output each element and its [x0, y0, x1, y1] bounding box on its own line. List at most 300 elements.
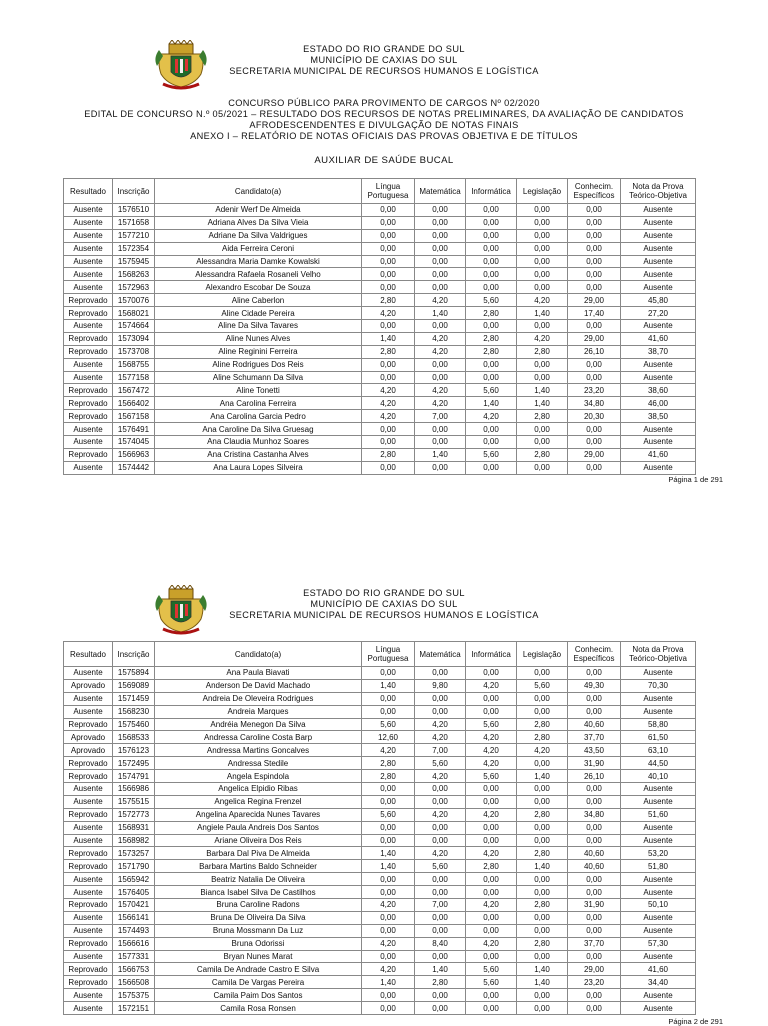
cell-informatica: 0,00 — [466, 371, 517, 384]
cell-matematica: 7,00 — [415, 744, 466, 757]
table-row — [64, 873, 696, 886]
cell-legislacao: 2,80 — [517, 448, 568, 461]
col-informatica: Informática — [466, 179, 517, 204]
cell-candidato: Angelina Aparecida Nunes Tavares — [155, 808, 362, 821]
cell-inscricao: 1566986 — [113, 783, 155, 796]
cell-candidato: Bruna De Oliveira Da Silva — [155, 911, 362, 924]
cell-conhecimentos-especificos: 0,00 — [568, 320, 621, 333]
cell-candidato: Aline Cidade Pereira — [155, 307, 362, 320]
table-row — [64, 937, 696, 950]
cell-inscricao: 1566616 — [113, 937, 155, 950]
table-row — [64, 384, 696, 397]
cell-lingua-portuguesa: 2,80 — [362, 757, 415, 770]
cell-lingua-portuguesa: 0,00 — [362, 281, 415, 294]
cell-lingua-portuguesa: 0,00 — [362, 229, 415, 242]
table-row — [64, 204, 696, 217]
cell-conhecimentos-especificos: 43,50 — [568, 744, 621, 757]
cell-resultado: Reprovado — [64, 332, 113, 345]
cell-informatica: 0,00 — [466, 423, 517, 436]
cell-conhecimentos-especificos: 29,00 — [568, 332, 621, 345]
col-nota-prova: Nota da Prova Teórico-Objetiva — [621, 179, 696, 204]
table-row — [64, 345, 696, 358]
cell-candidato: Adenir Werf De Almeida — [155, 204, 362, 217]
cell-legislacao: 1,40 — [517, 397, 568, 410]
cell-resultado: Ausente — [64, 216, 113, 229]
cell-candidato: Bruna Odorissi — [155, 937, 362, 950]
cell-candidato: Ana Laura Lopes Silveira — [155, 461, 362, 474]
cell-inscricao: 1576491 — [113, 423, 155, 436]
cell-nota-prova: Ausente — [621, 216, 696, 229]
cell-legislacao: 1,40 — [517, 976, 568, 989]
cell-candidato: Adriane Da Silva Valdrigues — [155, 229, 362, 242]
cell-resultado: Ausente — [64, 358, 113, 371]
cell-conhecimentos-especificos: 26,10 — [568, 770, 621, 783]
table-header-row — [64, 179, 696, 204]
table-row — [64, 860, 696, 873]
col-resultado: Resultado — [64, 642, 113, 667]
cell-informatica: 5,60 — [466, 384, 517, 397]
cell-inscricao: 1577210 — [113, 229, 155, 242]
cell-lingua-portuguesa: 0,00 — [362, 255, 415, 268]
cell-candidato: Alexandro Escobar De Souza — [155, 281, 362, 294]
col-conhecimentos-especificos: Conhecim. Específicos — [568, 179, 621, 204]
header-municipality: MUNICÍPIO DE CAXIAS DO SUL — [310, 55, 458, 65]
cell-legislacao: 0,00 — [517, 911, 568, 924]
cell-inscricao: 1568533 — [113, 731, 155, 744]
cell-candidato: Aida Ferreira Ceroni — [155, 242, 362, 255]
cell-lingua-portuguesa: 0,00 — [362, 989, 415, 1002]
cell-nota-prova: 41,60 — [621, 448, 696, 461]
cell-resultado: Ausente — [64, 886, 113, 899]
cell-resultado: Ausente — [64, 705, 113, 718]
cell-informatica: 2,80 — [466, 307, 517, 320]
cell-conhecimentos-especificos: 0,00 — [568, 358, 621, 371]
cell-informatica: 5,60 — [466, 294, 517, 307]
col-conhecimentos-especificos: Conhecim. Específicos — [568, 642, 621, 667]
cell-lingua-portuguesa: 2,80 — [362, 345, 415, 358]
document-page-2 — [0, 545, 768, 1024]
cell-lingua-portuguesa: 4,20 — [362, 744, 415, 757]
col-legislacao: Legislação — [517, 179, 568, 204]
institution-header — [0, 44, 768, 77]
table-row — [64, 834, 696, 847]
table-row — [64, 783, 696, 796]
cell-matematica: 7,00 — [415, 410, 466, 423]
cell-candidato: Ana Paula Biavati — [155, 667, 362, 680]
cell-lingua-portuguesa: 0,00 — [362, 924, 415, 937]
cell-legislacao: 0,00 — [517, 255, 568, 268]
cell-lingua-portuguesa: 5,60 — [362, 808, 415, 821]
cell-matematica: 0,00 — [415, 320, 466, 333]
cell-informatica: 0,00 — [466, 692, 517, 705]
cell-informatica: 0,00 — [466, 873, 517, 886]
cell-nota-prova: 51,80 — [621, 860, 696, 873]
table-row — [64, 229, 696, 242]
cell-inscricao: 1576123 — [113, 744, 155, 757]
cell-candidato: Aline Tonetti — [155, 384, 362, 397]
cell-nota-prova: Ausente — [621, 423, 696, 436]
cell-lingua-portuguesa: 0,00 — [362, 834, 415, 847]
cell-informatica: 2,80 — [466, 332, 517, 345]
cell-matematica: 8,40 — [415, 937, 466, 950]
cell-inscricao: 1565942 — [113, 873, 155, 886]
cell-inscricao: 1575515 — [113, 795, 155, 808]
cell-candidato: Andréia Menegon Da Silva — [155, 718, 362, 731]
table-row — [64, 320, 696, 333]
page-number: Página 2 de 291 — [668, 1017, 723, 1026]
cell-resultado: Ausente — [64, 1002, 113, 1015]
cell-inscricao: 1575460 — [113, 718, 155, 731]
cell-resultado: Reprovado — [64, 410, 113, 423]
cell-legislacao: 2,80 — [517, 847, 568, 860]
cell-inscricao: 1572495 — [113, 757, 155, 770]
cell-resultado: Ausente — [64, 242, 113, 255]
cell-inscricao: 1568982 — [113, 834, 155, 847]
cell-conhecimentos-especificos: 0,00 — [568, 692, 621, 705]
cell-legislacao: 0,00 — [517, 423, 568, 436]
cell-conhecimentos-especificos: 0,00 — [568, 924, 621, 937]
cell-informatica: 5,60 — [466, 963, 517, 976]
cell-candidato: Ana Caroline Da Silva Gruesag — [155, 423, 362, 436]
cell-nota-prova: Ausente — [621, 886, 696, 899]
cell-lingua-portuguesa: 0,00 — [362, 886, 415, 899]
cell-nota-prova: Ausente — [621, 436, 696, 449]
cell-legislacao: 0,00 — [517, 783, 568, 796]
cell-legislacao: 0,00 — [517, 436, 568, 449]
cell-nota-prova: 57,30 — [621, 937, 696, 950]
table-row — [64, 371, 696, 384]
cell-matematica: 0,00 — [415, 268, 466, 281]
cell-legislacao: 4,20 — [517, 332, 568, 345]
cell-lingua-portuguesa: 0,00 — [362, 320, 415, 333]
col-resultado: Resultado — [64, 179, 113, 204]
cell-conhecimentos-especificos: 0,00 — [568, 911, 621, 924]
cell-conhecimentos-especificos: 0,00 — [568, 268, 621, 281]
cell-informatica: 0,00 — [466, 216, 517, 229]
cell-nota-prova: 34,40 — [621, 976, 696, 989]
cell-resultado: Reprovado — [64, 757, 113, 770]
cell-legislacao: 0,00 — [517, 886, 568, 899]
cell-matematica: 0,00 — [415, 950, 466, 963]
cell-informatica: 0,00 — [466, 255, 517, 268]
cell-legislacao: 2,80 — [517, 410, 568, 423]
cell-informatica: 0,00 — [466, 268, 517, 281]
cell-resultado: Ausente — [64, 204, 113, 217]
cell-candidato: Aline Schumann Da Silva — [155, 371, 362, 384]
cell-lingua-portuguesa: 1,40 — [362, 860, 415, 873]
table-row — [64, 255, 696, 268]
results-table — [63, 641, 696, 1015]
cell-conhecimentos-especificos: 0,00 — [568, 667, 621, 680]
cell-inscricao: 1577331 — [113, 950, 155, 963]
cell-informatica: 0,00 — [466, 989, 517, 1002]
cell-resultado: Ausente — [64, 436, 113, 449]
cell-resultado: Ausente — [64, 911, 113, 924]
cell-matematica: 0,00 — [415, 886, 466, 899]
cell-lingua-portuguesa: 0,00 — [362, 821, 415, 834]
cell-informatica: 2,80 — [466, 345, 517, 358]
cell-conhecimentos-especificos: 49,30 — [568, 679, 621, 692]
cell-conhecimentos-especificos: 34,80 — [568, 808, 621, 821]
col-informatica: Informática — [466, 642, 517, 667]
table-header-row — [64, 642, 696, 667]
cell-inscricao: 1572151 — [113, 1002, 155, 1015]
cell-nota-prova: 70,30 — [621, 679, 696, 692]
cell-resultado: Ausente — [64, 423, 113, 436]
cell-matematica: 4,20 — [415, 731, 466, 744]
cell-conhecimentos-especificos: 0,00 — [568, 436, 621, 449]
cell-lingua-portuguesa: 0,00 — [362, 705, 415, 718]
cell-informatica: 5,60 — [466, 718, 517, 731]
cell-legislacao: 0,00 — [517, 216, 568, 229]
cell-resultado: Aprovado — [64, 744, 113, 757]
cell-candidato: Camila De Andrade Castro E Silva — [155, 963, 362, 976]
table-row — [64, 358, 696, 371]
cell-nota-prova: Ausente — [621, 795, 696, 808]
cell-nota-prova: Ausente — [621, 924, 696, 937]
table-row — [64, 757, 696, 770]
table-row — [64, 281, 696, 294]
cell-resultado: Reprovado — [64, 448, 113, 461]
cell-matematica: 0,00 — [415, 873, 466, 886]
cell-matematica: 0,00 — [415, 281, 466, 294]
cell-lingua-portuguesa: 1,40 — [362, 976, 415, 989]
cell-conhecimentos-especificos: 31,90 — [568, 899, 621, 912]
cell-informatica: 4,20 — [466, 731, 517, 744]
cell-matematica: 0,00 — [415, 705, 466, 718]
cell-inscricao: 1572773 — [113, 808, 155, 821]
cell-lingua-portuguesa: 4,20 — [362, 384, 415, 397]
cell-conhecimentos-especificos: 29,00 — [568, 294, 621, 307]
col-lingua-portuguesa: Língua Portuguesa — [362, 642, 415, 667]
cell-nota-prova: Ausente — [621, 255, 696, 268]
cell-nota-prova: 46,00 — [621, 397, 696, 410]
cell-inscricao: 1573094 — [113, 332, 155, 345]
cell-matematica: 5,60 — [415, 757, 466, 770]
cell-matematica: 0,00 — [415, 821, 466, 834]
table-row — [64, 795, 696, 808]
cell-matematica: 1,40 — [415, 307, 466, 320]
cell-informatica: 0,00 — [466, 204, 517, 217]
cell-matematica: 4,20 — [415, 332, 466, 345]
cell-candidato: Aline Reginini Ferreira — [155, 345, 362, 358]
cell-conhecimentos-especificos: 26,10 — [568, 345, 621, 358]
table-row — [64, 886, 696, 899]
cell-lingua-portuguesa: 2,80 — [362, 448, 415, 461]
table-row — [64, 821, 696, 834]
table-row — [64, 989, 696, 1002]
cell-nota-prova: 61,50 — [621, 731, 696, 744]
cell-resultado: Ausente — [64, 255, 113, 268]
cell-resultado: Ausente — [64, 989, 113, 1002]
cell-legislacao: 2,80 — [517, 937, 568, 950]
results-table — [63, 178, 696, 475]
cell-resultado: Ausente — [64, 873, 113, 886]
col-matematica: Matemática — [415, 179, 466, 204]
cell-conhecimentos-especificos: 0,00 — [568, 461, 621, 474]
cell-resultado: Reprovado — [64, 397, 113, 410]
cell-conhecimentos-especificos: 0,00 — [568, 255, 621, 268]
cell-matematica: 4,20 — [415, 718, 466, 731]
cell-nota-prova: Ausente — [621, 989, 696, 1002]
cell-conhecimentos-especificos: 23,20 — [568, 384, 621, 397]
cell-nota-prova: Ausente — [621, 834, 696, 847]
cell-conhecimentos-especificos: 0,00 — [568, 204, 621, 217]
table-row — [64, 731, 696, 744]
cell-resultado: Reprovado — [64, 384, 113, 397]
cell-nota-prova: Ausente — [621, 229, 696, 242]
cell-informatica: 0,00 — [466, 667, 517, 680]
cell-legislacao: 0,00 — [517, 1002, 568, 1015]
cell-informatica: 0,00 — [466, 358, 517, 371]
cell-resultado: Ausente — [64, 371, 113, 384]
cell-nota-prova: 51,60 — [621, 808, 696, 821]
cell-lingua-portuguesa: 4,20 — [362, 410, 415, 423]
cell-lingua-portuguesa: 0,00 — [362, 873, 415, 886]
cell-nota-prova: 38,70 — [621, 345, 696, 358]
cell-conhecimentos-especificos: 34,80 — [568, 397, 621, 410]
col-candidato: Candidato(a) — [155, 642, 362, 667]
cell-resultado: Reprovado — [64, 937, 113, 950]
cell-inscricao: 1572354 — [113, 242, 155, 255]
cell-matematica: 7,00 — [415, 899, 466, 912]
cell-legislacao: 0,00 — [517, 667, 568, 680]
cell-informatica: 4,20 — [466, 744, 517, 757]
cell-legislacao: 0,00 — [517, 461, 568, 474]
cell-lingua-portuguesa: 4,20 — [362, 307, 415, 320]
cell-candidato: Bryan Nunes Marat — [155, 950, 362, 963]
cell-nota-prova: 38,60 — [621, 384, 696, 397]
job-title: AUXILIAR DE SAÚDE BUCAL — [314, 155, 454, 166]
cell-matematica: 0,00 — [415, 229, 466, 242]
cell-nota-prova: Ausente — [621, 705, 696, 718]
cell-candidato: Ana Claudia Munhoz Soares — [155, 436, 362, 449]
cell-conhecimentos-especificos: 37,70 — [568, 731, 621, 744]
cell-matematica: 0,00 — [415, 783, 466, 796]
col-matematica: Matemática — [415, 642, 466, 667]
cell-inscricao: 1568755 — [113, 358, 155, 371]
cell-lingua-portuguesa: 1,40 — [362, 847, 415, 860]
cell-nota-prova: 38,50 — [621, 410, 696, 423]
cell-nota-prova: Ausente — [621, 461, 696, 474]
cell-candidato: Andreia De Oleveira Rodrigues — [155, 692, 362, 705]
cell-informatica: 0,00 — [466, 795, 517, 808]
table-row — [64, 950, 696, 963]
cell-resultado: Ausente — [64, 268, 113, 281]
header-state: ESTADO DO RIO GRANDE DO SUL — [303, 588, 465, 598]
cell-nota-prova: 58,80 — [621, 718, 696, 731]
header-state: ESTADO DO RIO GRANDE DO SUL — [303, 44, 465, 54]
cell-matematica: 0,00 — [415, 423, 466, 436]
cell-informatica: 4,20 — [466, 757, 517, 770]
cell-candidato: Angiele Paula Andreis Dos Santos — [155, 821, 362, 834]
cell-informatica: 4,20 — [466, 847, 517, 860]
cell-candidato: Ana Cristina Castanha Alves — [155, 448, 362, 461]
table-row — [64, 436, 696, 449]
cell-nota-prova: 27,20 — [621, 307, 696, 320]
cell-legislacao: 2,80 — [517, 718, 568, 731]
cell-resultado: Reprovado — [64, 808, 113, 821]
col-inscricao: Inscrição — [113, 179, 155, 204]
cell-nota-prova: 50,10 — [621, 899, 696, 912]
cell-legislacao: 1,40 — [517, 860, 568, 873]
cell-matematica: 0,00 — [415, 358, 466, 371]
col-candidato: Candidato(a) — [155, 179, 362, 204]
cell-inscricao: 1572963 — [113, 281, 155, 294]
edital-title: EDITAL DE CONCURSO N.º 05/2021 – RESULTADO DOS RECURSOS DE NOTAS PRELIMINARES, DA AVALIAÇÃO DE CANDIDATOS — [84, 109, 684, 119]
cell-informatica: 0,00 — [466, 281, 517, 294]
cell-candidato: Bruna Caroline Radons — [155, 899, 362, 912]
cell-inscricao: 1571790 — [113, 860, 155, 873]
cell-candidato: Bianca Isabel Silva De Castilhos — [155, 886, 362, 899]
cell-resultado: Aprovado — [64, 679, 113, 692]
cell-matematica: 0,00 — [415, 692, 466, 705]
table-row — [64, 692, 696, 705]
cell-informatica: 1,40 — [466, 397, 517, 410]
cell-lingua-portuguesa: 0,00 — [362, 692, 415, 705]
cell-informatica: 4,20 — [466, 679, 517, 692]
cell-nota-prova: Ausente — [621, 783, 696, 796]
cell-lingua-portuguesa: 4,20 — [362, 397, 415, 410]
cell-nota-prova: Ausente — [621, 242, 696, 255]
cell-resultado: Reprovado — [64, 770, 113, 783]
cell-conhecimentos-especificos: 31,90 — [568, 757, 621, 770]
cell-legislacao: 0,00 — [517, 950, 568, 963]
cell-conhecimentos-especificos: 0,00 — [568, 229, 621, 242]
cell-inscricao: 1570076 — [113, 294, 155, 307]
cell-legislacao: 2,80 — [517, 899, 568, 912]
cell-legislacao: 1,40 — [517, 963, 568, 976]
cell-nota-prova: 41,60 — [621, 332, 696, 345]
cell-conhecimentos-especificos: 0,00 — [568, 705, 621, 718]
cell-resultado: Ausente — [64, 281, 113, 294]
cell-legislacao: 0,00 — [517, 873, 568, 886]
cell-lingua-portuguesa: 0,00 — [362, 423, 415, 436]
cell-matematica: 0,00 — [415, 834, 466, 847]
cell-matematica: 0,00 — [415, 989, 466, 1002]
cell-resultado: Reprovado — [64, 718, 113, 731]
cell-candidato: Ana Carolina Garcia Pedro — [155, 410, 362, 423]
table-row — [64, 397, 696, 410]
cell-inscricao: 1566141 — [113, 911, 155, 924]
cell-candidato: Camila Rosa Ronsen — [155, 1002, 362, 1015]
cell-nota-prova: Ausente — [621, 821, 696, 834]
cell-lingua-portuguesa: 2,80 — [362, 294, 415, 307]
cell-matematica: 0,00 — [415, 1002, 466, 1015]
cell-inscricao: 1575894 — [113, 667, 155, 680]
cell-matematica: 2,80 — [415, 976, 466, 989]
institution-header — [0, 588, 768, 621]
cell-legislacao: 0,00 — [517, 692, 568, 705]
cell-matematica: 0,00 — [415, 667, 466, 680]
cell-matematica: 9,80 — [415, 679, 466, 692]
cell-inscricao: 1566963 — [113, 448, 155, 461]
cell-inscricao: 1566753 — [113, 963, 155, 976]
cell-matematica: 4,20 — [415, 384, 466, 397]
cell-informatica: 5,60 — [466, 770, 517, 783]
cell-nota-prova: Ausente — [621, 692, 696, 705]
cell-resultado: Reprovado — [64, 963, 113, 976]
cell-resultado: Ausente — [64, 692, 113, 705]
cell-legislacao: 5,60 — [517, 679, 568, 692]
cell-legislacao: 1,40 — [517, 384, 568, 397]
table-row — [64, 667, 696, 680]
cell-lingua-portuguesa: 0,00 — [362, 268, 415, 281]
cell-legislacao: 0,00 — [517, 320, 568, 333]
cell-lingua-portuguesa: 4,20 — [362, 963, 415, 976]
cell-lingua-portuguesa: 0,00 — [362, 911, 415, 924]
cell-resultado: Reprovado — [64, 294, 113, 307]
